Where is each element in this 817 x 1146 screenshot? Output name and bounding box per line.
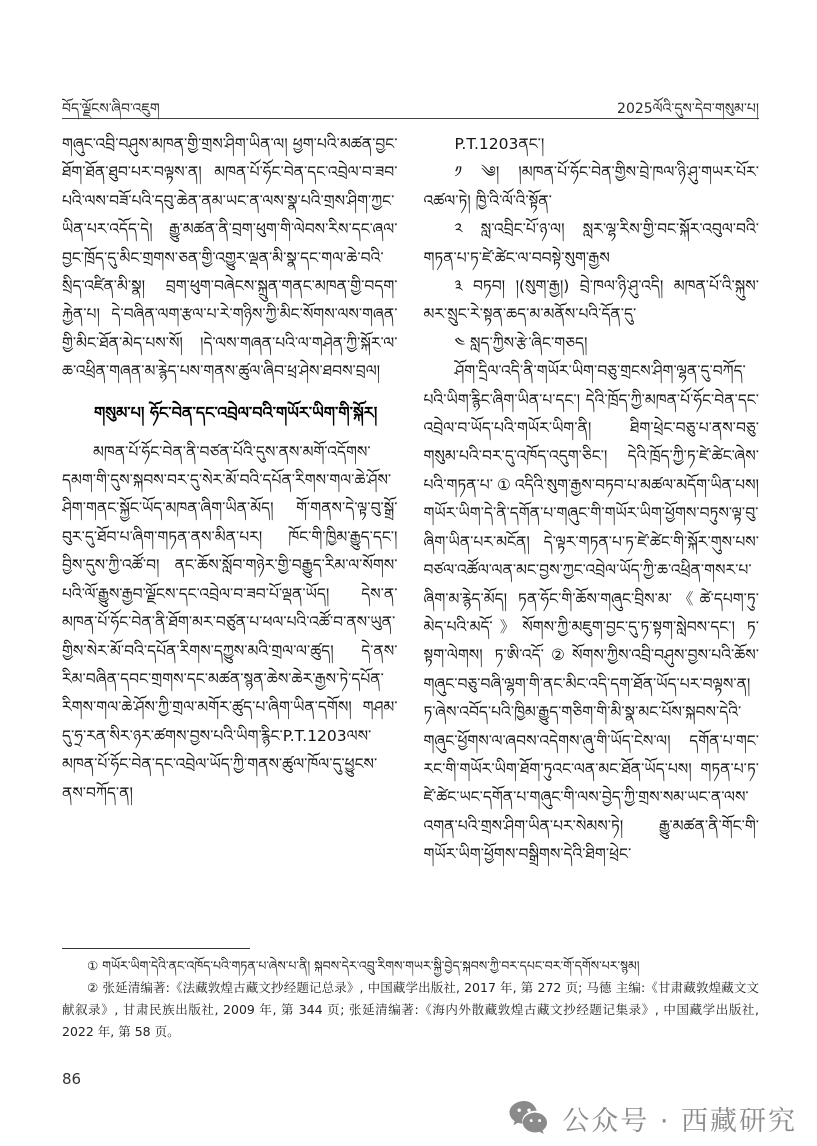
- watermark-label: 公众号 · 西藏研究: [562, 1106, 797, 1137]
- footnote-1: ① གཡོར་ཡིག་དེའི་ནང་འཁོད་པའི་གཏན་པ་ཞེས་པ་ནི། སྐབས་དེར་འབྲུ་རིགས་གཡར་སྐྱི་བྱེད་སྐབས་ཀྱི་བར་དཔང་བར་གོ་དགོས་པར་སྙམ།: [87, 958, 640, 973]
- journal-name: བོད་ལྗོངས་ཞིབ་འཇུག: [62, 101, 160, 117]
- paragraph-hongben: མཁན་པོ་ཧོང་བེན་ནི་བཙན་པོའི་དུས་ནས་མགོ་འདོགས་དམག་གི་དུས་སྐབས་བར་དུ་སེར་མོ་བའི་དཔོན་རིགས་གལ་ཆེ་ཤོས་ཤིག་གནང་སྐྱོང་ཡོད་མཁན་ཞིག་ཡིན་མོད། གོ་གནས་དེ་ལྟ་བུ་སྒྲོ་བུར་དུ་ཐོབ་པ་ཞིག་གཏན་ནས་མིན་པར། ཁོང་གི་ཁྱིམ་རྒྱུད་དང་། བྱིས་དུས་ཀྱི་འཚོ་བ། ནང་ཆོས་སློབ་གཉེར་གྱི་བརྒྱུད་རིམ་ལ་སོགས་པའི་ལོ་རྒྱུས་རྒྱབ་ལྗོངས་དང་འབྲེལ་བ་ཟབ་པོ་ལྡན་ཡོད། དེས་ན་མཁན་པོ་ཧོང་བེན་ནི་ཐོག་མར་བཙུན་པ་ཕལ་པའི་འཚོ་བ་ནས་ཡུན་གྱིས་སེར་མོ་བའི་དཔོན་རིགས་དཀྱུས་མའི་གྲལ་ལ་ཚུད། དེ་ནས་རིམ་བཞིན་དབང་གྲགས་དང་མཚན་སྙན་ཆེས་ཆེར་རྒྱས་ཏེ་དཔོན་རིགས་གལ་ཆེ་ཤོས་ཀྱི་གྲལ་མགོར་ཚུད་པ་ཞིག་ཡིན་དགོས། གཤམ་དུ་ཧྲ་རན་སིར་ཉར་ཚགས་བྱས་པའི་ཡིག་རྙིང་P.T.1203ལས་མཁན་པོ་ཧོང་བེན་དང་འབྲེལ་ཡོད་ཀྱི་གནས་ཚུལ་ཁོལ་དུ་ཕྱུངས་ནས་བཀོད་ན།: [62, 442, 398, 802]
- paragraph-continuation: གཞུང་འབྲི་བཤུས་མཁན་གྱི་གྲས་ཤིག་ཡིན་ལ། ཕྱག་པའི་མཚན་བྱང་ཐོག་ཐོན་ཐུབ་པར་བལྟས་ན། མཁན་པོ་ཧོང་བེན་དང་འབྲེལ་བ་ཟབ་པའི་ལས་བཟོ་པའི་དབུ་ཆེན་ནམ་ཡང་ན་ལས་སྣ་པའི་གྲས་ཤིག་ཀྱང་ཡིན་པར་འདོད་དེ། རྒྱུ་མཚན་ནི་བྲག་ཕུག་གི་ལེབས་རིས་དང་ཞལ་བྱང་ཁྲོད་དུ་མིང་གྲགས་ཅན་གྱི་འགྱུར་ལྡན་མི་སྣ་དང་གལ་ཆེ་བའི་སྲིད་འཛིན་མི་སྣ། བྲག་ཕུག་བཞེངས་སྐྲུན་གནང་མཁན་གྱི་བདག་རྐྱེན་པ། དེ་བཞིན་ལག་རྩལ་པ་རེ་གཉིས་ཀྱི་མིང་སོགས་ལས་གཞན་གྱི་མིང་ཐོན་མེད་པས་སོ། །དེ་ལས་གཞན་པའི་ལ་གཤེན་ཀྱི་སྐོར་ལ་ཆ་འཕྲིན་གཞན་མ་རྙེད་པས་གནས་ཚུལ་ཞིབ་ཕྲ་ཤེས་ཐབས་བྲལ།: [62, 135, 398, 381]
- footnotes-section: [62, 948, 759, 1043]
- footnote-divider: [62, 948, 250, 949]
- page-header: [62, 92, 759, 132]
- article-body: [62, 130, 759, 948]
- watermark: [508, 1099, 797, 1138]
- transcription-line-1: ༡ ༄། །མཁན་པོ་ཧོང་བེན་གྱིས་བྲེ་ཁལ་ཉི་ཤུ་གཡར་པོར་འཚལ་ཏེ། ཁྱི་འི་ལོ་འི་སྟོན་: [423, 163, 759, 210]
- transcription-line-4: ༤ སླད་ཀྱིས་རྩེ་ཞིང་གཅད།: [454, 333, 588, 352]
- left-column: [62, 130, 398, 948]
- transcription-line-2: ༢ སླ་འབྲིང་པོ་ཉ་ལ། སླར་ལྷ་རིས་གྱི་བང་སྐོར་འབུལ་བའི་གཏན་པ་ཏ་ཛེ་ཚེང་ལ་བབསྟེ་སུག་རྒྱས: [423, 220, 759, 267]
- wechat-icon: [508, 1100, 552, 1138]
- issue-info: 2025ལོའི་དུས་དེབ་གསུམ་པ།: [617, 101, 759, 117]
- right-column: [424, 130, 760, 948]
- paragraph-analysis: ཤོག་དྲིལ་འདི་ནི་གཡོར་ཡིག་བཅུ་གྲངས་ཤིག་ལྷན་དུ་བཀོད་པའི་ཡིག་རྙིང་ཞིག་ཡིན་པ་དང་། དེའི་ཁྲོད་ཀྱི་མཁན་པོ་ཧོང་བེན་དང་འབྲེལ་བ་ཡོད་པའི་གཡོར་ཡིག་ནི། ཐིག་ཕྲེང་བཅུ་པ་ནས་བཅུ་གསུམ་པའི་བར་དུ་འཁོད་འདུག་ཅིང་། དེའི་ཁྲོད་ཀྱི་ཏ་ཛེ་ཚེང་ཞེས་པའི་གཏན་པ་①འདིའི་སུག་རྒྱས་བཏབ་པ་མཚལ་མདོག་ཡིན་པས། གཡོར་ཡིག་དེ་ནི་དགོན་པ་གཞུང་གི་གཡོར་ཡིག་ཕྱོགས་བཏུས་ལྟ་བུ་ཞིག་ཡིན་པར་མངོན། དེ་ལྟར་གཏན་པ་ཏ་ཛེ་ཚེང་གི་སྐོར་གུས་པས་བཙལ་འཚོལ་ལན་མང་བྱས་ཀྱང་འབྲེལ་ཡོད་ཀྱི་ཆ་འཕྲིན་གསར་པ་ཞིག་མ་རྙེད་མོད། ཏན་ཧོང་གི་ཆོས་གཞུང་བྲིས་མ་《ཚེ་དཔག་ཏུ་མེད་པའི་མདོ་》སོགས་ཀྱི་མཇུག་བྱང་དུ་ཏ་སྟག་སླེབས་དང་། ཏ་སྟག་ལེགས། ཏ་ཨི་འདོ་②སོགས་ཀྱིས་འབྲི་བཤུས་བྱས་པའི་ཆོས་གཞུང་བཅུ་བཞི་ལྷག་གི་ནང་མིང་འདི་དག་ཐོན་ཡོད་པར་བལྟས་ན། ཏ་ཞེས་འབོད་པའི་ཁྱིམ་རྒྱུད་གཅིག་གི་མི་སྣ་མང་པོས་སྐབས་དེའི་གཞུང་ཕྱོགས་ལ་ཞབས་འདེགས་ཞུ་གི་ཡོད་ངེས་ལ། དགོན་པ་གང་རང་གི་གཡོར་ཡིག་ཐོག་ཏུའང་ལན་མང་ཐོན་ཡོད་པས། གཏན་པ་ཏ་ཛེ་ཚེང་ཡང་དགོན་པ་གཞུང་གི་ལས་བྱེད་ཀྱི་གྲས་སམ་ཡང་ན་ལས་འགན་པའི་གྲས་ཤིག་ཡིན་པར་སེམས་ཏེ། རྒྱུ་མཚན་ནི་གོང་གི་གཡོར་ཡིག་ཕྱོགས་བསྒྲིགས་དེའི་ཐིག་ཕྲེང་: [423, 362, 759, 864]
- transcription-line-3: ༣ བཏབ། །(སུག་རྒྱ།) བྲེ་ཁལ་ཉི་ཤུ་འདི། མཁན་པོ་འི་སྐུས་མར་སྲུང་རེ་སྟན་ཆད་མ་མནོས་པའི་དོན་དུ་: [423, 277, 759, 324]
- source-label: P.T.1203ནང་།: [454, 135, 545, 153]
- footnote-2: ② 张延清编著:《法藏敦煌古藏文抄经题记总录》, 中国藏学出版社, 2017 年, 第 272 页; 马德 主编:《甘肃藏敦煌藏文文献叙录》, 甘肃民族出版社, 2009 年, 第 344 页; 张延清编著:《海内外散藏敦煌古藏文抄经题记集录》, 中国藏学出版社, 2022 年, 第 58 页。: [62, 980, 759, 1039]
- transcription-block: [424, 158, 760, 357]
- header-divider: [62, 118, 759, 119]
- section-heading: གསུམ་པ། ཧོང་བེན་དང་འབྲེལ་བའི་གཡོར་ཡིག་གི་སྐོར།: [94, 402, 378, 422]
- page-number: 86: [62, 1070, 82, 1088]
